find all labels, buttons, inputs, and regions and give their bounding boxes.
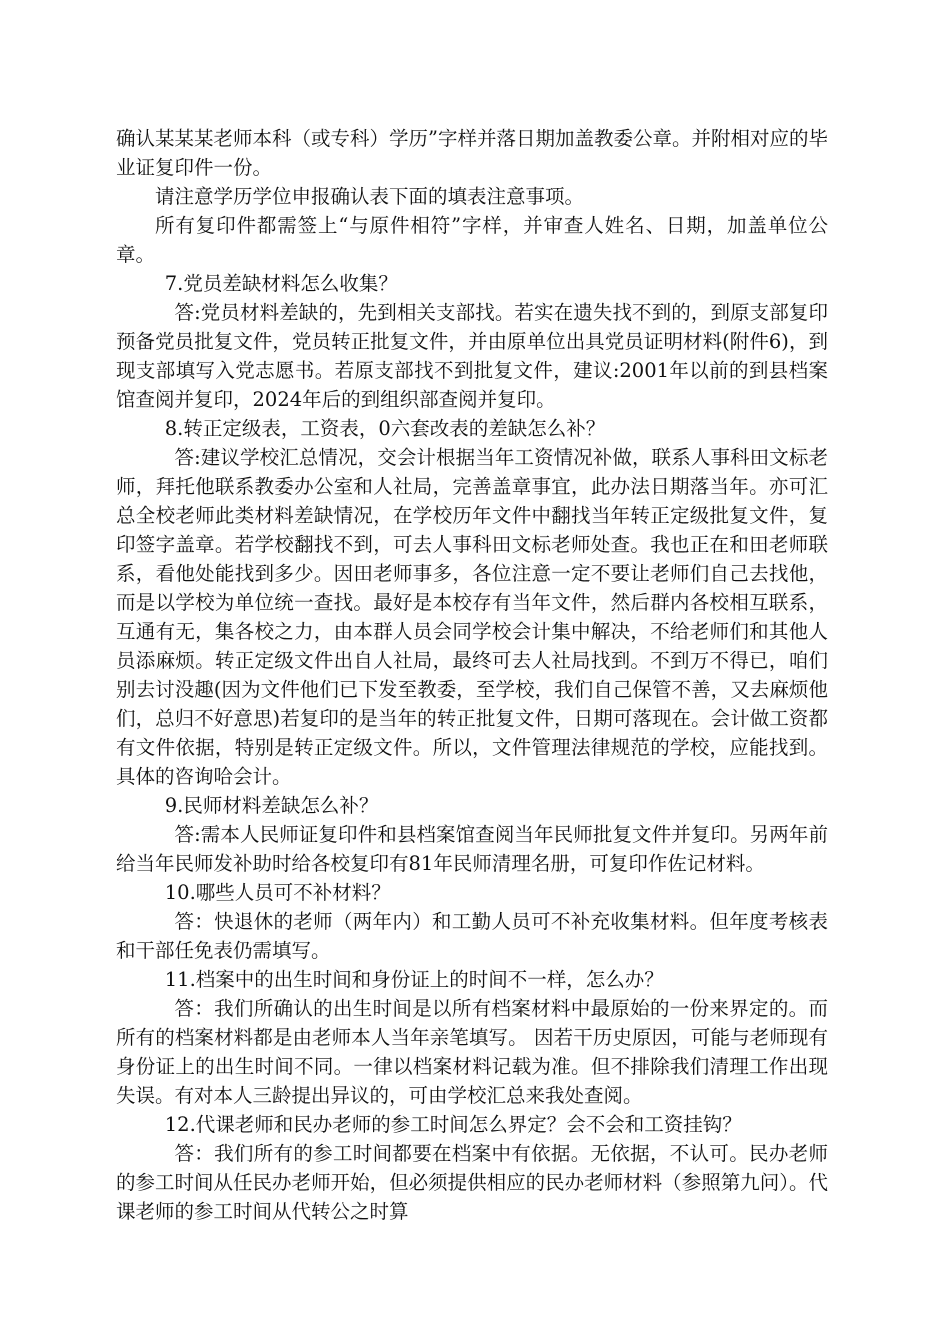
answer-10: 答：快退休的老师（两年内）和工勤人员可不补充收集材料。但年度考核表和干部任免表仍需填写。 [116,910,828,962]
document-page [116,124,828,1226]
answer-8: 答:建议学校汇总情况，交会计根据当年工资情况补做，联系人事科田文标老师，拜托他联系教委办公室和人社局，完善盖章事宜，此办法日期落当年。亦可汇总全校老师此类材料差缺情况，在学校历年文件中翻找当年转正定级批复文件，复印签字盖章。若学校翻找不到，可去人事科田文标老师处查。我也正在和田老师联系，看他处能找到多少。因田老师事多，各位注意一定不要让老师们自己去找他，而是以学校为单位统一查找。最好是本校存有当年文件，然后群内各校相互联系，互通有无，集各校之力，由本群人员会同学校会计集中解决，不给老师们和其他人员添麻烦。转正定级文件出自人社局，最终可去人社局找到。不到万不得已，咱们别去讨没趣(因为文件他们已下发至教委，至学校，我们自己保管不善，又去麻烦他们，总归不好意思)若复印的是当年的转正批复文件，日期可落现在。会计做工资都有文件依据，特别是转正定级文件。所以，文件管理法律规范的学校，应能找到。具体的咨询哈会计。 [116,446,828,788]
paragraph-note: 所有复印件都需签上“与原件相符”字样，并审查人姓名、日期，加盖单位公章。 [116,214,828,266]
answer-7: 答:党员材料差缺的，先到相关支部找。若实在遗失找不到的，到原支部复印预备党员批复文件，党员转正批复文件，并由原单位出具党员证明材料(附件6)，到现支部填写入党志愿书。若原支部找不到批复文件，建议:2001年以前的到县档案馆查阅并复印，2024年后的到组织部查阅并复印。 [116,301,828,411]
question-8: 8.转正定级表，工资表，0六套改表的差缺怎么补？ [164,417,606,440]
question-10: 10.哪些人员可不补材料？ [164,881,391,904]
question-9: 9.民师材料差缺怎么补？ [164,794,379,817]
question-11: 11.档案中的出生时间和身份证上的时间不一样，怎么办？ [164,968,664,991]
question-12: 12.代课老师和民办老师的参工时间怎么界定？会不会和工资挂钩？ [164,1113,742,1136]
paragraph-note: 请注意学历学位申报确认表下面的填表注意事项。 [155,185,585,208]
answer-11: 答：我们所确认的出生时间是以所有档案材料中最原始的一份来界定的。而所有的档案材料都是由老师本人当年亲笔填写。 因若干历史原因，可能与老师现有身份证上的出生时间不同。一律以档案材料记载为准。但不排除我们清理工作出现失误。有对本人三龄提出异议的，可由学校汇总来我处查阅。 [116,997,828,1107]
answer-12: 答：我们所有的参工时间都要在档案中有依据。无依据，不认可。民办老师的参工时间从任民办老师开始，但必须提供相应的民办老师材料（参照第九问）。代课老师的参工时间从代转公之时算 [116,1142,828,1223]
paragraph-continued: 确认某某某老师本科（或专科）学历”字样并落日期加盖教委公章。并附相对应的毕业证复印件一份。 [116,127,828,179]
answer-9: 答:需本人民师证复印件和县档案馆查阅当年民师批复文件并复印。另两年前给当年民师发补助时给各校复印有81年民师清理名册，可复印作佐记材料。 [116,823,828,875]
question-7: 7.党员差缺材料怎么收集？ [164,272,398,295]
